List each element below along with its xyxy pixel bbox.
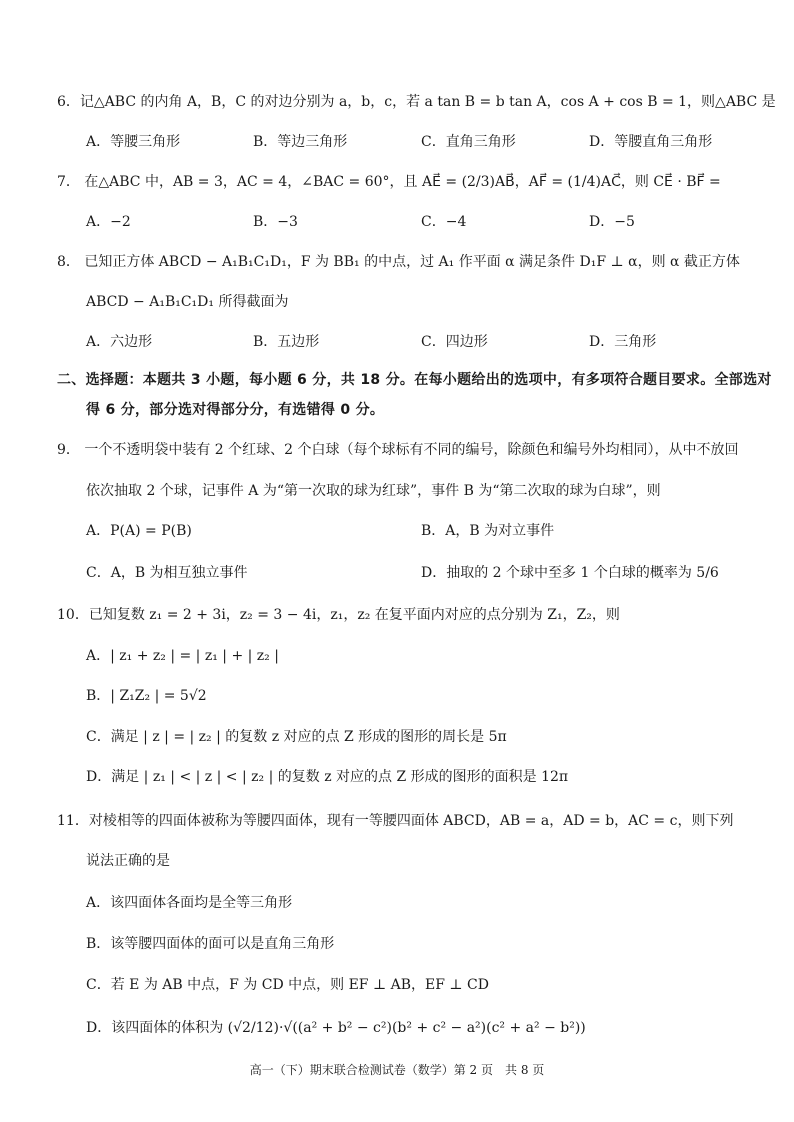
q6-option-d: D．等腰直角三角形 — [589, 134, 713, 150]
q7-option-c: C．−4 — [421, 214, 467, 230]
q6-stem: 6．记△ABC 的内角 A，B，C 的对边分别为 a，b，c，若 a tan B = b tan A，cos A + cos B = 1，则△ABC 是 — [57, 94, 776, 110]
section-heading-line1: 二、选择题：本题共 3 小题，每小题 6 分，共 18 分。在每小题给出的选项中，有多项符合题目要求。全部选对 — [57, 372, 772, 388]
q11-option-d: D．该四面体的体积为 (√2/12)·√((a² + b² − c²)(b² + c² − a²)(c² + a² − b²)) — [86, 1020, 586, 1036]
q9-option-a: A．P(A) = P(B) — [86, 523, 192, 539]
q10-option-c: C．满足 | z | = | z₂ | 的复数 z 对应的点 Z 形成的图形的周长是 5π — [86, 729, 507, 745]
q11-option-a: A．该四面体各面均是全等三角形 — [86, 895, 293, 911]
q9-stem-line2: 依次抽取 2 个球，记事件 A 为“第一次取的球为红球”，事件 B 为“第二次取的球为白球”，则 — [86, 483, 661, 499]
q11-option-b: B．该等腰四面体的面可以是直角三角形 — [86, 936, 335, 952]
q7-option-b: B．−3 — [253, 214, 298, 230]
q10-option-a: A．| z₁ + z₂ | = | z₁ | + | z₂ | — [86, 648, 279, 664]
q11-stem-line2: 说法正确的是 — [86, 853, 170, 869]
q10-stem: 10．已知复数 z₁ = 2 + 3i，z₂ = 3 − 4i，z₁，z₂ 在复平面内对应的点分别为 Z₁，Z₂，则 — [57, 607, 620, 623]
q11-option-c: C．若 E 为 AB 中点，F 为 CD 中点，则 EF ⊥ AB，EF ⊥ CD — [86, 977, 489, 993]
q7-option-a: A．−2 — [86, 214, 131, 230]
q6-option-b: B．等边三角形 — [253, 134, 348, 150]
q9-option-b: B．A，B 为对立事件 — [421, 523, 555, 539]
q6-option-c: C．直角三角形 — [421, 134, 516, 150]
q10-option-d: D．满足 | z₁ | < | z | < | z₂ | 的复数 z 对应的点 Z 形成的图形的面积是 12π — [86, 769, 569, 785]
q8-option-d: D．三角形 — [589, 334, 657, 350]
q8-option-c: C．四边形 — [421, 334, 488, 350]
q8-option-a: A．六边形 — [86, 334, 153, 350]
q7-option-d: D．−5 — [589, 214, 635, 230]
q9-stem-line1: 9． 一个不透明袋中装有 2 个红球、2 个白球（每个球标有不同的编号，除颜色和编号外均相同），从中不放回 — [57, 442, 739, 458]
q9-option-c: C．A，B 为相互独立事件 — [86, 565, 248, 581]
q8-stem-line2: ABCD − A₁B₁C₁D₁ 所得截面为 — [86, 294, 289, 310]
q10-option-b: B．| Z₁Z₂ | = 5√2 — [86, 688, 207, 704]
q9-option-d: D．抽取的 2 个球中至多 1 个白球的概率为 5/6 — [421, 565, 719, 581]
q11-stem-line1: 11．对棱相等的四面体被称为等腰四面体，现有一等腰四面体 ABCD，AB = a，AD = b，AC = c，则下列 — [57, 813, 734, 829]
page-footer: 高一（下）期末联合检测试卷（数学）第 2 页 共 8 页 — [249, 1063, 545, 1077]
q7-stem: 7． 在△ABC 中，AB = 3，AC = 4，∠BAC = 60°，且 AE⃗ = (2/3)AB⃗，AF⃗ = (1/4)AC⃗，则 CE⃗ · BF⃗ = — [57, 174, 721, 190]
section-heading-line2: 得 6 分，部分选对得部分分，有选错得 0 分。 — [86, 402, 385, 418]
q8-option-b: B．五边形 — [253, 334, 320, 350]
q6-option-a: A．等腰三角形 — [86, 134, 181, 150]
q8-stem-line1: 8． 已知正方体 ABCD − A₁B₁C₁D₁，F 为 BB₁ 的中点，过 A₁ 作平面 α 满足条件 D₁F ⊥ α，则 α 截正方体 — [57, 254, 740, 270]
